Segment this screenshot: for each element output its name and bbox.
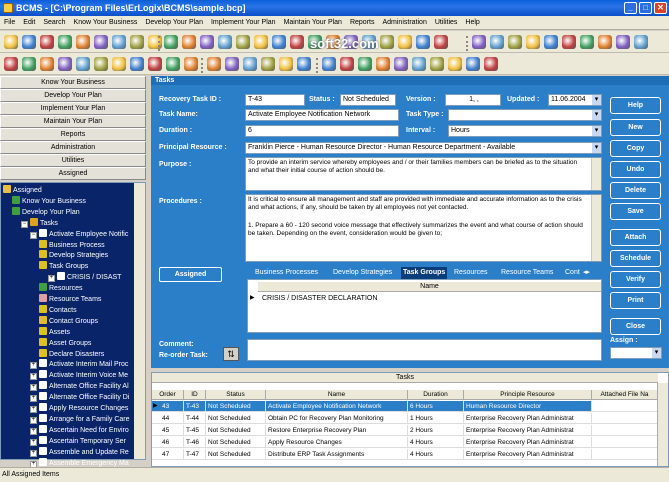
row-pointer-icon: ▶ — [153, 403, 158, 409]
toolbar-button-icon[interactable] — [130, 35, 144, 49]
tasks-grid-scrollbar[interactable] — [657, 383, 668, 466]
toolbar-button-icon[interactable] — [466, 57, 480, 71]
interval-select[interactable]: Hours ▾ — [448, 125, 602, 137]
procedures-label: Procedures : — [159, 198, 202, 205]
nav-utilities[interactable]: Utilities — [0, 154, 146, 167]
toolbar-button-icon[interactable] — [112, 57, 126, 71]
toolbar-button-icon[interactable] — [218, 35, 232, 49]
purpose-label: Purpose : — [159, 161, 192, 168]
toolbar-button-icon[interactable] — [526, 35, 540, 49]
schedule-button[interactable]: Schedule — [610, 250, 661, 267]
tree-node[interactable] — [39, 240, 105, 251]
toolbar-button-icon[interactable] — [322, 57, 336, 71]
tree-node-icon — [39, 403, 47, 411]
toolbar-button-icon[interactable] — [398, 35, 412, 49]
updated-date-picker[interactable]: 11.06.2004 ▾ — [548, 94, 602, 106]
attach-button[interactable]: Attach — [610, 229, 661, 246]
table-cell[interactable]: T-45 — [184, 425, 206, 436]
tree-node[interactable] — [48, 272, 121, 283]
nav-maintain-your-plan[interactable]: Maintain Your Plan — [0, 115, 146, 128]
tree-node[interactable] — [39, 283, 82, 294]
table-cell[interactable]: Obtain PC for Recovery Plan Monitoring — [266, 413, 408, 424]
title-bar — [0, 0, 669, 16]
table-cell[interactable]: T-47 — [184, 449, 206, 460]
table-cell[interactable] — [592, 413, 658, 424]
toolbar-button-icon[interactable] — [94, 57, 108, 71]
column-header[interactable]: Status — [206, 390, 266, 400]
procedures-text-2: 1. Prepare a 60 - 120 second voice message that effectively summarizes the event and what course of action should be taken. Depending on the event, consideration would be given to; — [248, 222, 583, 237]
tree-node[interactable] — [39, 327, 70, 338]
procedures-textarea[interactable] — [245, 194, 602, 262]
tree-node-label: Contact Groups — [49, 317, 99, 325]
close-window-button[interactable]: ✕ — [654, 2, 667, 14]
tree-node-label: Apply Resource Changes — [49, 405, 129, 412]
column-header[interactable]: Name — [266, 390, 408, 400]
table-cell[interactable]: T-43 — [184, 401, 206, 412]
interval-label: Interval : — [406, 127, 436, 134]
help-button[interactable]: Help — [610, 97, 661, 114]
toolbar-button-icon[interactable] — [394, 57, 408, 71]
tree-node-label: CRISIS / DISAST — [67, 274, 122, 282]
tree-node[interactable] — [30, 359, 128, 370]
table-cell[interactable]: Enterprise Recovery Plan Administrat — [464, 449, 592, 460]
expand-icon[interactable]: + — [31, 438, 36, 445]
tree-node[interactable] — [30, 370, 128, 381]
undo-button[interactable]: Undo — [610, 161, 661, 178]
tree-node-label: Know Your Business — [22, 197, 86, 205]
expand-icon[interactable]: + — [31, 449, 36, 456]
expand-icon[interactable]: + — [31, 427, 36, 434]
toolbar-grip[interactable] — [0, 58, 1, 73]
table-cell[interactable]: Enterprise Recovery Plan Administrat — [464, 413, 592, 424]
tree-node-label: Activate Employee Notific — [49, 230, 129, 238]
table-cell[interactable]: 2 Hours — [408, 425, 464, 436]
tab-task-groups[interactable]: Task Groups — [401, 267, 447, 279]
table-cell[interactable]: Restore Enterprise Recovery Plan — [266, 425, 408, 436]
tree-node-label: Assigned — [13, 187, 42, 194]
sub-tabs — [247, 267, 602, 279]
toolbar-button-icon[interactable] — [272, 35, 286, 49]
toolbar-button-icon[interactable] — [200, 35, 214, 49]
tree-node-label: Alternate Office Facility Al — [49, 383, 129, 391]
minimize-button[interactable]: _ — [624, 2, 637, 14]
table-cell[interactable]: Human Resource Director — [464, 401, 592, 412]
table-cell[interactable]: Enterprise Recovery Plan Administrat — [464, 425, 592, 436]
toolbar-button-icon[interactable] — [430, 57, 444, 71]
tree-node-label: Resource Teams — [49, 296, 102, 303]
tree-node[interactable] — [39, 261, 88, 272]
row-pointer-icon: ▶ — [250, 295, 255, 301]
toolbar-button-icon[interactable] — [182, 35, 196, 49]
tree-node-icon — [39, 414, 47, 422]
app-icon — [3, 3, 13, 13]
expand-icon[interactable]: + — [31, 395, 36, 402]
table-cell[interactable]: Enterprise Recovery Plan Administrat — [464, 437, 592, 448]
task-name-label: Task Name: — [159, 111, 198, 118]
task-groups-grid[interactable] — [247, 279, 602, 333]
version-label: Version : — [406, 96, 436, 103]
tree-node-icon — [39, 338, 47, 346]
expand-icon[interactable]: + — [49, 275, 54, 282]
toolbar-button-icon[interactable] — [544, 35, 558, 49]
save-button[interactable]: Save — [610, 203, 661, 220]
table-cell[interactable]: 43 — [152, 401, 184, 412]
procedures-text-1: It is critical to ensure all management and staff are provided with immediate and accurate information as to the crisis and what actions, if any, should be taken by all employees not yet contacted. — [248, 196, 582, 211]
tree-node[interactable] — [21, 218, 58, 229]
toolbar-button-icon[interactable] — [243, 57, 257, 71]
tree-node[interactable] — [39, 250, 108, 261]
procedures-scrollbar[interactable] — [591, 195, 601, 261]
tree-node-icon — [39, 349, 47, 357]
tree-node[interactable] — [30, 414, 130, 425]
toolbar-button-icon[interactable] — [261, 57, 275, 71]
toolbar-button-icon[interactable] — [207, 57, 221, 71]
toolbar-button-icon[interactable] — [58, 57, 72, 71]
tree-node[interactable] — [30, 381, 129, 392]
tree-node-icon — [39, 458, 47, 466]
toolbar-button-icon[interactable] — [376, 57, 390, 71]
tree-node-icon — [57, 272, 65, 280]
menu-help[interactable]: Help — [465, 19, 480, 26]
toolbar-grip[interactable] — [466, 36, 469, 51]
tree-node-icon — [39, 261, 47, 269]
table-cell[interactable]: Not Scheduled — [206, 449, 266, 460]
tree-node-label: Activate Interim Voice Me — [49, 372, 128, 380]
toolbar-button-icon[interactable] — [580, 35, 594, 49]
tree-node-icon — [39, 240, 47, 248]
tree-node-label: Assemble and Update Re — [49, 448, 129, 456]
toolbar-button-icon[interactable] — [40, 57, 54, 71]
tree-node-label: Assets — [49, 328, 71, 336]
toolbar-button-icon[interactable] — [4, 57, 18, 71]
tree-node-label: Asset Groups — [49, 339, 92, 347]
toolbar-button-icon[interactable] — [562, 35, 576, 49]
expand-icon[interactable]: + — [31, 373, 36, 380]
toolbar-button-icon[interactable] — [166, 57, 180, 71]
tree-node[interactable] — [3, 185, 42, 196]
task-id-label: Recovery Task ID : — [159, 96, 222, 103]
tree-node-icon — [39, 436, 47, 444]
task-id-field[interactable]: T-43 — [245, 94, 305, 106]
tree-node[interactable] — [39, 316, 98, 327]
menu-edit[interactable]: Edit — [23, 19, 36, 26]
window-title: BCMS - [C:\Program Files\ErLogix\BCMS\sample.bcp] — [16, 3, 246, 13]
tree-node-icon — [39, 359, 47, 367]
status-bar: All Assigned Items — [0, 467, 669, 482]
principal-resource-select[interactable]: Franklin Pierce - Human Resource Director - Human Resource Department - Available ▾ — [245, 142, 602, 154]
tab-business-processes[interactable]: Business Processes — [255, 269, 319, 276]
toolbar-button-icon[interactable] — [22, 35, 36, 49]
tree-node[interactable] — [30, 403, 128, 414]
duration-label: Duration : — [159, 127, 193, 134]
tree-node[interactable] — [30, 436, 126, 447]
tree-node-icon — [30, 218, 38, 226]
toolbar-button-icon[interactable] — [616, 35, 630, 49]
toolbar-button-icon[interactable] — [94, 35, 108, 49]
subgrid-row[interactable]: CRISIS / DISASTER DECLARATION — [262, 295, 378, 302]
expand-icon[interactable]: + — [31, 362, 36, 369]
task-type-select[interactable] — [448, 109, 602, 121]
expand-icon[interactable]: + — [31, 384, 36, 391]
toolbar-button-icon[interactable] — [490, 35, 504, 49]
table-cell[interactable]: Not Scheduled — [206, 401, 266, 412]
table-cell[interactable]: T-46 — [184, 437, 206, 448]
copy-button[interactable]: Copy — [610, 140, 661, 157]
table-cell[interactable] — [592, 425, 658, 436]
tree-node[interactable] — [30, 392, 129, 403]
toolbar-button-icon[interactable] — [340, 57, 354, 71]
new-button[interactable]: New — [610, 119, 661, 136]
table-cell[interactable]: 45 — [152, 425, 184, 436]
tree-node[interactable] — [12, 196, 86, 207]
tree-node[interactable] — [39, 305, 77, 316]
toolbar-button-icon[interactable] — [380, 35, 394, 49]
subgrid-header: Name — [258, 282, 601, 292]
tab-develop-strategies[interactable]: Develop Strategies — [333, 269, 393, 276]
comment-label: Comment: — [159, 341, 194, 348]
tree-node-label: Activate Interim Mail Proc — [49, 361, 129, 369]
tree-node[interactable] — [39, 338, 91, 349]
toolbar-button-icon[interactable] — [254, 35, 268, 49]
updated-label: Updated : — [507, 96, 540, 103]
menu-search[interactable]: Search — [43, 19, 66, 26]
toolbar-button-icon[interactable] — [508, 35, 522, 49]
assigned-button[interactable]: Assigned — [159, 267, 222, 282]
tree-node-label: Arrange for a Family Care — [49, 415, 130, 423]
toolbar-button-icon[interactable] — [472, 35, 486, 49]
table-cell[interactable]: 6 Hours — [408, 401, 464, 412]
tree-node-label: Declare Disasters — [49, 350, 105, 358]
toolbar-button-icon[interactable] — [76, 35, 90, 49]
purpose-textarea[interactable] — [245, 157, 602, 191]
toolbar-button-icon[interactable] — [58, 35, 72, 49]
toolbar-button-icon[interactable] — [164, 35, 178, 49]
nav-develop-your-plan[interactable]: Develop Your Plan — [0, 89, 146, 102]
reorder-arrows-icon[interactable]: ⇅ — [223, 347, 239, 361]
menu-implement-your-plan[interactable]: Implement Your Plan — [210, 19, 276, 26]
table-cell[interactable]: 4 Hours — [408, 449, 464, 460]
column-header[interactable]: Duration — [408, 390, 464, 400]
toolbar-button-icon[interactable] — [130, 57, 144, 71]
print-button[interactable]: Print — [610, 292, 661, 309]
menu-reports[interactable]: Reports — [349, 19, 375, 26]
tree-node-label: Resources — [49, 285, 83, 293]
column-header[interactable]: Order — [152, 390, 184, 400]
table-cell[interactable]: 44 — [152, 413, 184, 424]
toolbar-button-icon[interactable] — [290, 35, 304, 49]
status-label: Status : — [309, 96, 335, 103]
tab-scroll-arrows-icon[interactable]: ◂▸ — [583, 269, 591, 276]
menu-develop-your-plan[interactable]: Develop Your Plan — [145, 19, 203, 26]
toolbar-button-icon[interactable] — [434, 35, 448, 49]
tree-node-icon — [3, 185, 11, 193]
toolbar-button-icon[interactable] — [279, 57, 293, 71]
menu-utilities[interactable]: Utilities — [434, 19, 458, 26]
delete-button[interactable]: Delete — [610, 182, 661, 199]
expand-icon[interactable]: − — [22, 220, 27, 227]
toolbar-button-icon[interactable] — [112, 35, 126, 49]
verify-button[interactable]: Verify — [610, 271, 661, 288]
tree-node[interactable] — [30, 229, 128, 240]
tree-node-icon — [39, 381, 47, 389]
table-cell[interactable]: 1 Hours — [408, 413, 464, 424]
toolbar-button-icon[interactable] — [358, 57, 372, 71]
tree-node-icon — [39, 425, 47, 433]
tree-scrollbar[interactable] — [134, 183, 145, 459]
tree-node-icon — [39, 229, 47, 237]
nav-know-your-business[interactable]: Know Your Business — [0, 76, 146, 89]
reorder-label: Re-order Task: — [159, 352, 208, 359]
tree-node-icon — [12, 207, 20, 215]
table-cell[interactable]: T-44 — [184, 413, 206, 424]
comment-field[interactable] — [247, 339, 602, 361]
table-cell[interactable] — [592, 401, 658, 412]
menu-file[interactable]: File — [4, 19, 16, 26]
tree-node[interactable] — [39, 349, 104, 360]
toolbar-button-icon[interactable] — [22, 57, 36, 71]
toolbar-button-icon[interactable] — [598, 35, 612, 49]
tree-node[interactable] — [30, 425, 129, 436]
tree-node-label: Tasks — [40, 219, 58, 227]
tasks-grid-title: Tasks — [152, 373, 658, 383]
tree-node-label: Alternate Office Facility Di — [49, 394, 130, 402]
column-header[interactable]: Attached File Na — [592, 390, 658, 400]
tree-view[interactable] — [0, 182, 146, 467]
close-button[interactable]: Close — [610, 318, 661, 335]
tree-node-icon — [39, 294, 47, 302]
tree-node-icon — [39, 327, 47, 335]
watermark: soft32.com — [310, 36, 379, 51]
purpose-text: To provide an interim service whereby employees and / or their families members can be briefed as to the situation and what their initial course of action should be. — [248, 159, 578, 174]
table-cell[interactable] — [592, 437, 658, 448]
expand-icon[interactable]: + — [31, 406, 36, 412]
tasks-panel — [151, 76, 669, 368]
tree-node-label: Contacts — [49, 306, 77, 314]
toolbar-button-icon[interactable] — [40, 35, 54, 49]
tree-node-label: Develop Strategies — [49, 252, 109, 260]
table-cell[interactable]: Apply Resource Changes — [266, 437, 408, 448]
toolbar-button-icon[interactable] — [484, 57, 498, 71]
menu-bar — [0, 16, 669, 30]
table-cell[interactable]: Not Scheduled — [206, 413, 266, 424]
maximize-button[interactable]: □ — [639, 2, 652, 14]
tab-resources[interactable]: Resources — [454, 269, 488, 276]
tab-cont[interactable]: Cont — [565, 269, 580, 276]
menu-maintain-your-plan[interactable]: Maintain Your Plan — [283, 19, 342, 26]
left-pane — [0, 76, 149, 466]
task-name-field[interactable]: Activate Employee Notification Network — [245, 109, 399, 121]
tasks-header: Tasks — [151, 76, 669, 85]
nav-assigned[interactable]: Assigned — [0, 167, 146, 180]
purpose-scrollbar[interactable] — [591, 158, 601, 190]
toolbar-button-icon[interactable] — [297, 57, 311, 71]
table-cell[interactable]: Not Scheduled — [206, 437, 266, 448]
menu-know-your-business[interactable]: Know Your Business — [73, 19, 138, 26]
tree-node-icon — [39, 250, 47, 258]
tree-node-label: Ascertain Need for Enviro — [49, 426, 129, 434]
version-field[interactable]: 1, , — [445, 94, 501, 106]
table-cell[interactable] — [592, 449, 658, 460]
tree-node-icon — [39, 370, 47, 378]
toolbar-grip[interactable] — [158, 36, 161, 51]
tree-node-label: Business Process — [49, 241, 105, 249]
task-type-label: Task Type : — [406, 111, 444, 118]
principal-resource-label: Principal Resource : — [159, 144, 227, 151]
tree-node[interactable] — [39, 294, 101, 305]
tree-node-label: Task Groups — [49, 263, 89, 271]
menu-administration[interactable]: Administration — [382, 19, 427, 26]
tree-node-label: Assemble Emergency Ma — [49, 459, 129, 467]
toolbar-grip[interactable] — [201, 58, 204, 73]
expand-icon[interactable]: − — [31, 231, 36, 238]
table-cell[interactable]: Not Scheduled — [206, 425, 266, 436]
toolbar-button-icon[interactable] — [448, 57, 462, 71]
table-cell[interactable]: Distribute ERP Task Assignments — [266, 449, 408, 460]
column-header[interactable]: Principle Resource — [464, 390, 592, 400]
tree-node[interactable] — [12, 207, 80, 218]
toolbar-2 — [0, 53, 669, 75]
toolbar-grip[interactable] — [0, 36, 1, 51]
table-cell[interactable]: 46 — [152, 437, 184, 448]
tree-node-icon — [39, 283, 47, 291]
tab-resource-teams[interactable]: Resource Teams — [501, 269, 554, 276]
status-field[interactable]: Not Scheduled — [340, 94, 396, 106]
table-cell[interactable]: 47 — [152, 449, 184, 460]
tree-node-icon — [39, 316, 47, 324]
tree-node-label: Develop Your Plan — [22, 208, 80, 216]
toolbar-button-icon[interactable] — [416, 35, 430, 49]
nav-administration[interactable]: Administration — [0, 141, 146, 154]
expand-icon[interactable]: + — [31, 460, 36, 467]
tree-node[interactable] — [30, 447, 129, 458]
toolbar-button-icon[interactable] — [236, 35, 250, 49]
tree-node-icon — [12, 196, 20, 204]
duration-field[interactable]: 6 — [245, 125, 399, 137]
toolbar-button-icon[interactable] — [76, 57, 90, 71]
toolbar-button-icon[interactable] — [4, 35, 18, 49]
tree-node-icon — [39, 447, 47, 455]
toolbar-button-icon[interactable] — [634, 35, 648, 49]
toolbar-button-icon[interactable] — [225, 57, 239, 71]
tree-node-icon — [39, 392, 47, 400]
assign-label: Assign : — [610, 337, 638, 344]
assign-select[interactable] — [610, 347, 662, 359]
column-header[interactable]: ID — [184, 390, 206, 400]
tasks-grid — [151, 372, 669, 467]
table-cell[interactable]: Activate Employee Notification Network — [266, 401, 408, 412]
toolbar-grip[interactable] — [316, 58, 319, 73]
nav-implement-your-plan[interactable]: Implement Your Plan — [0, 102, 146, 115]
tree-node-icon — [39, 305, 47, 313]
nav-list — [0, 76, 149, 180]
table-cell[interactable]: 4 Hours — [408, 437, 464, 448]
toolbar-button-icon[interactable] — [412, 57, 426, 71]
tree-node-label: Ascertain Temporary Ser — [49, 437, 126, 445]
nav-reports[interactable]: Reports — [0, 128, 146, 141]
toolbar-button-icon[interactable] — [184, 57, 198, 71]
toolbar-button-icon[interactable] — [148, 57, 162, 71]
expand-icon[interactable]: + — [31, 416, 36, 423]
